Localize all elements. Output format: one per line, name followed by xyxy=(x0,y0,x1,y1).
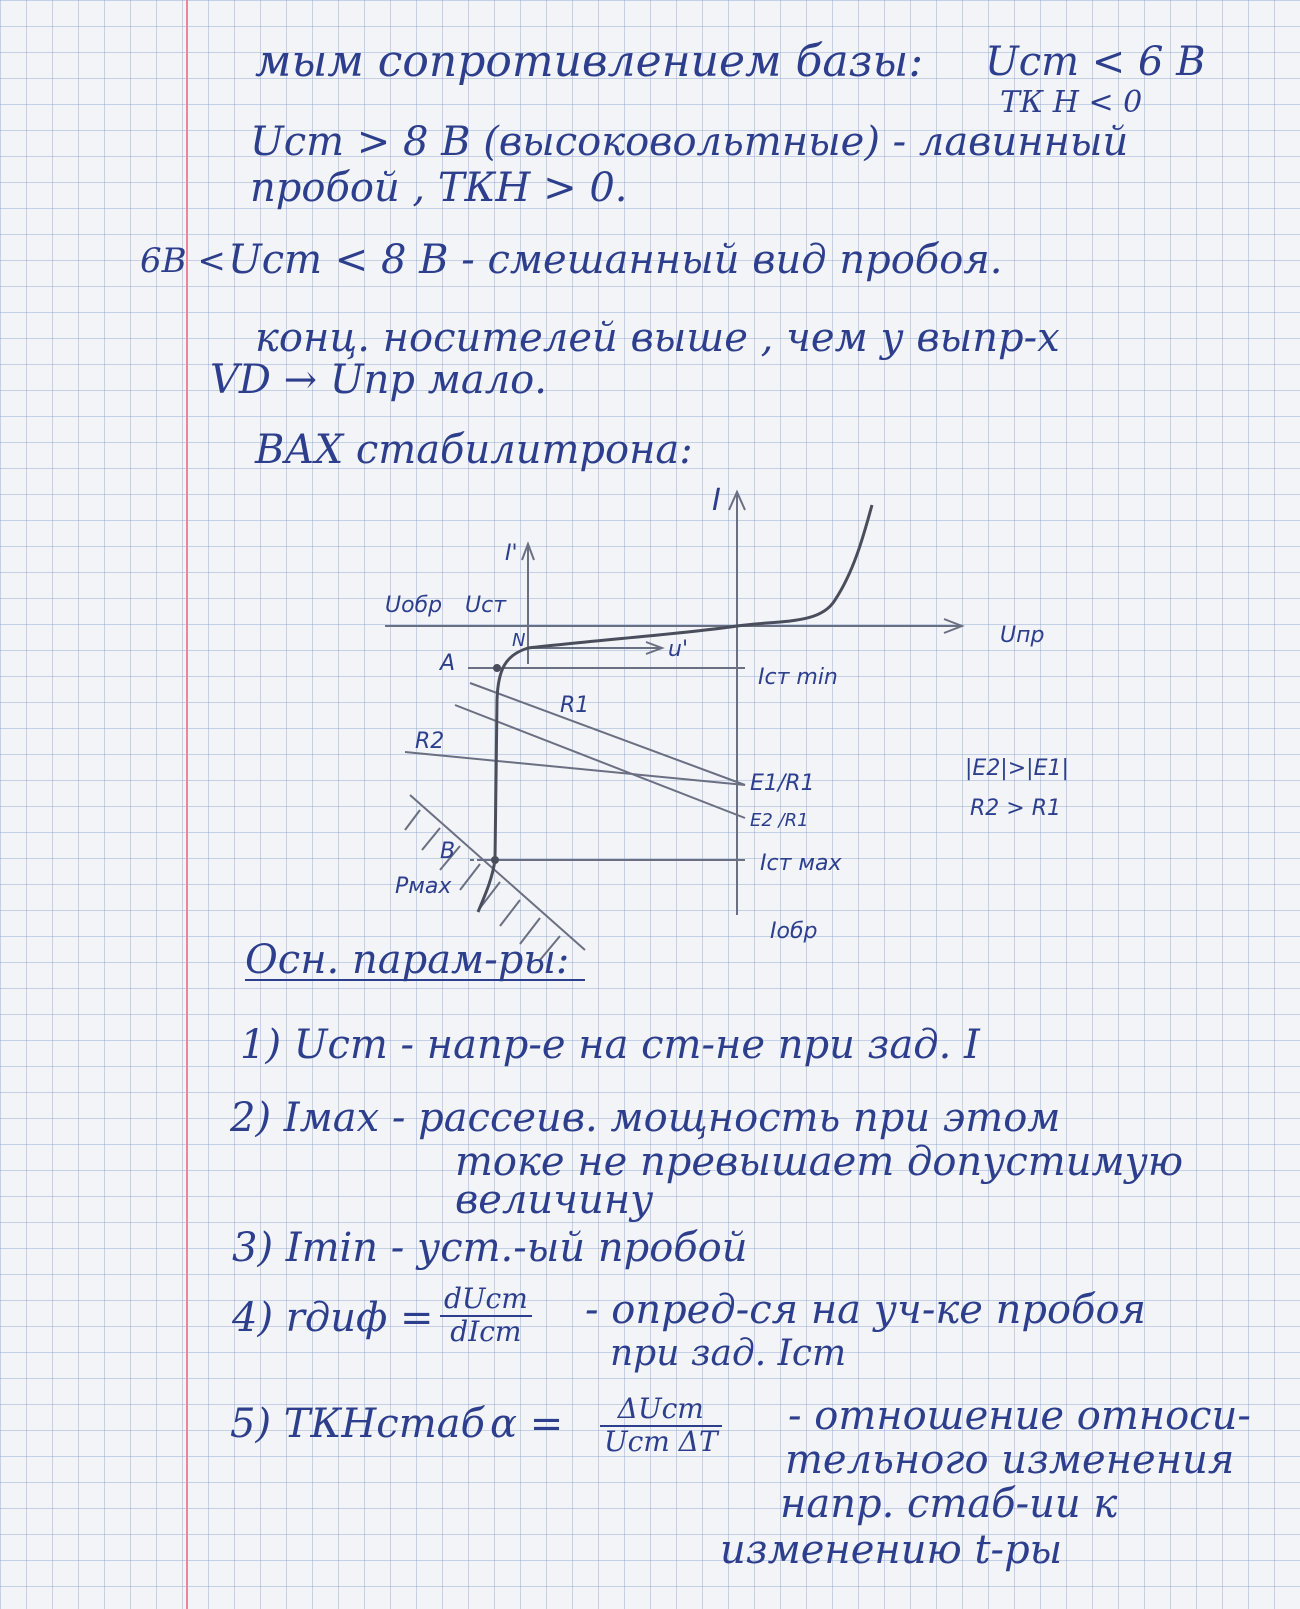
label-iobr: Iобр xyxy=(770,919,818,944)
label-axis-i: I xyxy=(712,483,721,518)
point-a xyxy=(493,664,501,672)
text-line-4: Uст < 8 В - смешанный вид пробоя. xyxy=(228,237,1003,283)
param-4-numerator: dUст xyxy=(440,1284,532,1317)
param-1: 1) Uст - напр-е на ст-не при зад. I xyxy=(240,1022,980,1068)
param-2-line-b: токе не превышает допустимую xyxy=(455,1139,1184,1185)
label-uprime: u' xyxy=(668,637,688,662)
param-4-label: 4) rдиф = xyxy=(232,1295,434,1341)
label-axis-iprime: I' xyxy=(505,541,518,566)
param-4-denominator: dIст xyxy=(450,1314,522,1348)
param-3: 3) Imin - уст.-ый пробой xyxy=(232,1225,748,1271)
text-line-3: пробой , ТКН > 0. xyxy=(250,165,628,211)
label-upr: Uпр xyxy=(1000,623,1045,648)
text-line-5: конц. носителей выше , чем у выпр-х xyxy=(255,315,1060,361)
label-e1r1: E1/R1 xyxy=(750,771,815,796)
param-2-line-c: величину xyxy=(455,1177,654,1223)
param-5-label: 5) ТКНстаб xyxy=(230,1401,485,1447)
param-5-denominator: Uст ΔT xyxy=(604,1424,718,1458)
label-pmax: Pмах xyxy=(395,874,452,899)
text-line-7: ВАХ стабилитрона: xyxy=(255,427,693,473)
text-line-1-right-2: ТК Н < 0 xyxy=(1000,85,1143,120)
label-istmax: Iст мах xyxy=(760,851,842,876)
param-4-fraction xyxy=(440,1284,532,1348)
param-5-numerator: ΔUст xyxy=(600,1394,722,1427)
text-line-4-margin: 6В < xyxy=(140,241,226,281)
label-uobr: Uобр xyxy=(385,593,443,618)
text-line-1: мым сопротивлением базы: xyxy=(255,36,924,87)
text-line-6: VD → Uпр мало. xyxy=(210,357,547,403)
param-5-text-c: напр. стаб-ии к xyxy=(780,1481,1118,1527)
param-4-text-b: при зад. Iст xyxy=(610,1333,847,1374)
param-5-text-d: изменению t-ры xyxy=(720,1527,1063,1573)
label-b: B xyxy=(440,839,456,864)
point-b xyxy=(491,856,499,864)
label-e2r1: E2 /R1 xyxy=(750,810,809,831)
side-note-e: |E2|>|E1| xyxy=(965,756,1069,781)
label-istmin: Iст min xyxy=(758,665,838,690)
label-ust: Uст xyxy=(465,593,507,618)
text-line-1-right: Uст < 6 В xyxy=(985,39,1206,85)
param-4-text-a: - опред-ся на уч-ке пробоя xyxy=(585,1287,1147,1333)
side-note-r: R2 > R1 xyxy=(970,796,1061,821)
label-r1: R1 xyxy=(560,693,590,718)
param-5-text-b: тельного изменения xyxy=(785,1437,1235,1483)
pmax-boundary xyxy=(410,795,585,950)
param-2-line-a: 2) Iмах - рассеив. мощность при этом xyxy=(230,1095,1061,1141)
load-line-r2 xyxy=(405,752,745,785)
label-n: N xyxy=(512,630,526,651)
text-line-2: Uст > 8 В (высоковольтные) - лавинный xyxy=(250,119,1129,165)
label-a: A xyxy=(440,651,456,676)
param-5-alpha: α = xyxy=(490,1401,564,1447)
label-r2: R2 xyxy=(415,729,445,754)
load-line-r1-upper xyxy=(470,683,745,785)
param-5-text-a: - отношение относи- xyxy=(788,1393,1251,1439)
param-5-fraction xyxy=(600,1394,722,1458)
params-heading: Осн. парам-ры: xyxy=(245,937,570,983)
